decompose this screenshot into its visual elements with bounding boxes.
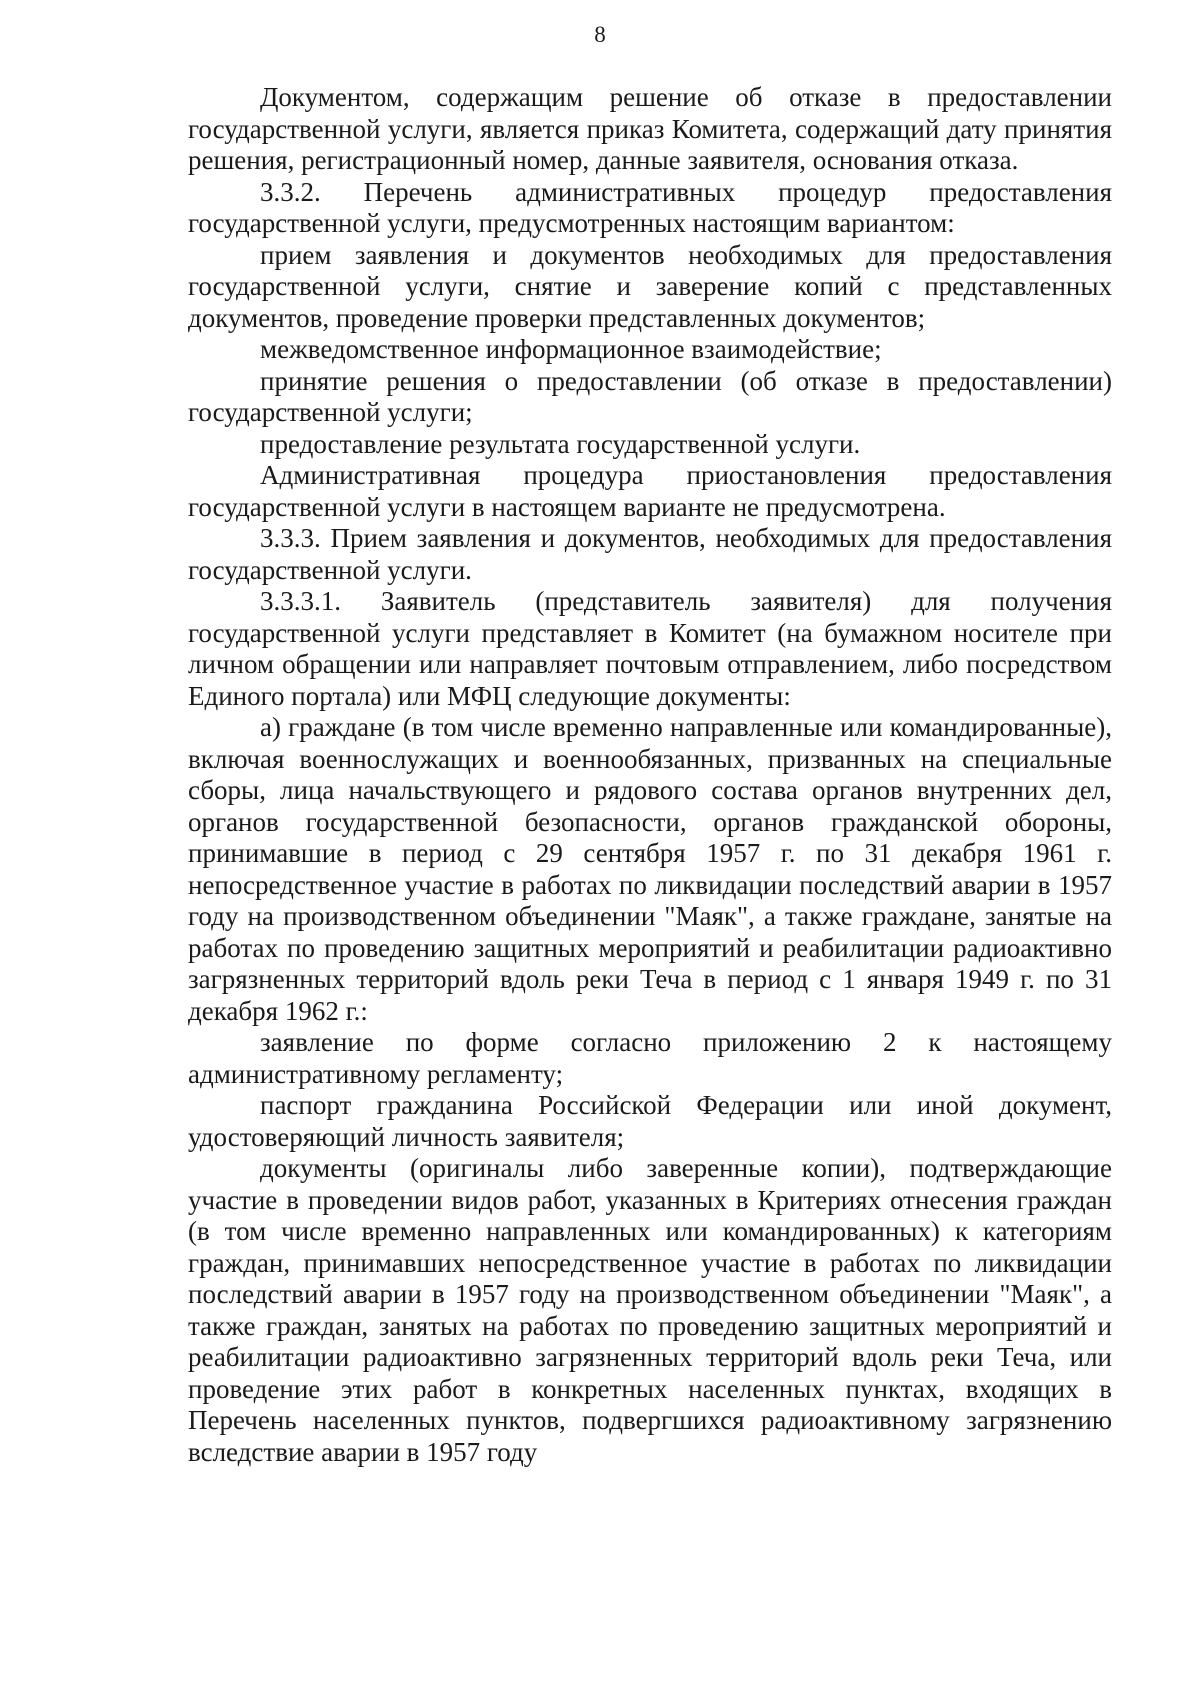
list-item-application-form: заявление по форме согласно приложению 2 к настоящему административному регламенту; <box>188 1027 1112 1089</box>
paragraph-suspension-note: Административная процедура приостановления предоставления государственной услуги в настоящем варианте не предусмотрена. <box>188 460 1112 522</box>
document-body <box>188 82 1112 1468</box>
list-item-application-reception: прием заявления и документов необходимых для предоставления государственной услуги, снятие и заверение копий с представленных документов, проведение проверки представленных документов; <box>188 239 1112 333</box>
paragraph-3-3-2-heading: 3.3.2. Перечень административных процедур предоставления государственной услуги, предусмотренных настоящим вариантом: <box>188 176 1112 238</box>
list-item-supporting-documents: документы (оригиналы либо заверенные копии), подтверждающие участие в проведении видов работ, указанных в Критериях отнесения граждан (в том числе временно направленных или командированных) к категориям граждан, принимавших непосредственное участие в работах по ликвидации последствий аварии в 1957 году на производственном объединении "Маяк", а также граждан, занятых на работах по проведению защитных мероприятий и реабилитации радиоактивно загрязненных территорий вдоль реки Теча, или проведение этих работ в конкретных населенных пунктах, входящих в Перечень населенных пунктов, подвергшихся радиоактивному загрязнению вследствие аварии в 1957 году <box>188 1153 1112 1467</box>
list-item-passport: паспорт гражданина Российской Федерации или иной документ, удостоверяющий личность заявителя; <box>188 1090 1112 1152</box>
list-item-interagency-interaction: межведомственное информационное взаимодействие; <box>260 334 882 364</box>
paragraph-refusal-document: Документом, содержащим решение об отказе в предоставлении государственной услуги, является приказ Комитета, содержащий дату принятия решения, регистрационный номер, данные заявителя, основания отказа. <box>188 82 1112 175</box>
page-number: 8 <box>594 22 606 47</box>
paragraph-3-3-3-heading: 3.3.3. Прием заявления и документов, необходимых для предоставления государственной услуги. <box>188 523 1112 585</box>
paragraph-3-3-3-1: 3.3.3.1. Заявитель (представитель заявителя) для получения государственной услуги представляет в Комитет (на бумажном носителе при личном обращении или направляет почтовым отправлением, либо посредством Единого портала) или МФЦ следующие документы: <box>188 586 1112 711</box>
list-item-decision: принятие решения о предоставлении (об отказе в предоставлении) государственной услуги; <box>188 365 1112 427</box>
list-item-result-provision: предоставление результата государственной услуги. <box>260 428 861 459</box>
paragraph-item-a: а) граждане (в том числе временно направленные или командированные), включая военнослужащих и военнообязанных, призванных на специальные сборы, лица начальствующего и рядового состава органов внутренних дел, органов государственной безопасности, органов гражданской обороны, принимавшие в период с 29 сентября 1957 г. по 31 декабря 1961 г. непосредственное участие в работах по ликвидации последствий аварии в 1957 году на производственном объединении "Маяк", а также граждане, занятые на работах по проведению защитных мероприятий и реабилитации радиоактивно загрязненных территорий вдоль реки Теча в период с 1 января 1949 г. по 31 декабря 1962 г.: <box>188 712 1112 1026</box>
